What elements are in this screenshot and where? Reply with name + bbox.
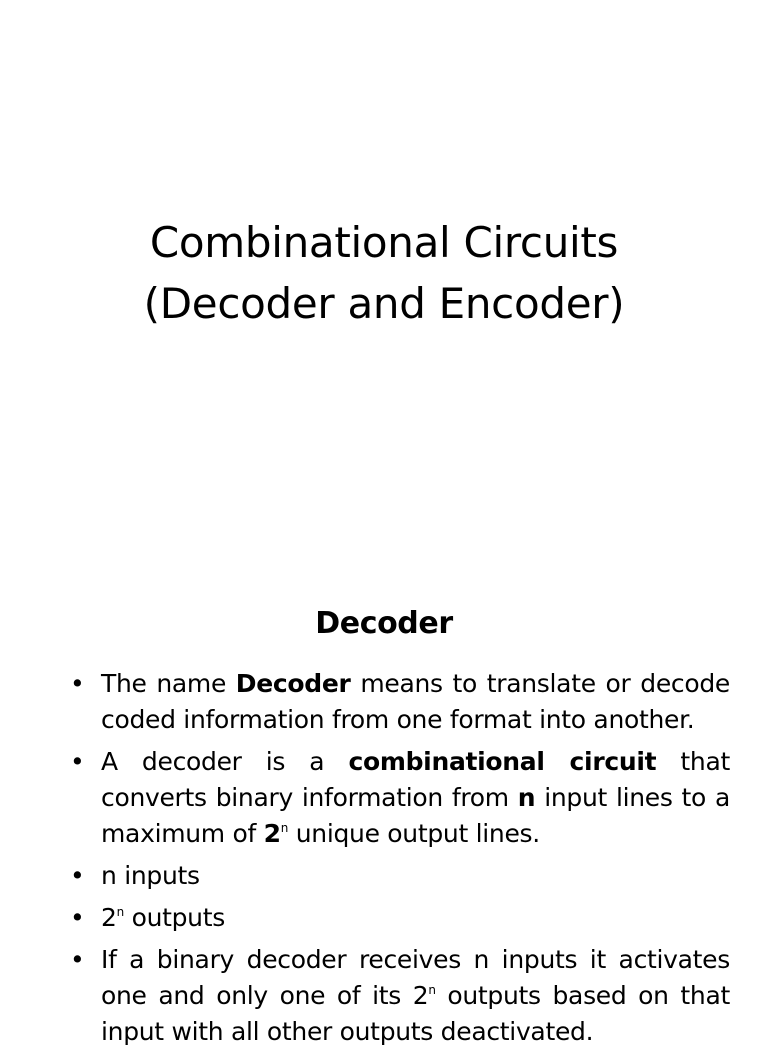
bullet-4-base: 2 [101, 903, 117, 932]
title-line-1: Combinational Circuits [149, 218, 619, 267]
bullet-dot-icon: • [70, 903, 85, 932]
bullet-2-bold-2: n [517, 783, 536, 812]
bullet-1-bold-1: Decoder [235, 669, 351, 698]
bullet-4-text: outputs [123, 903, 225, 932]
bullet-dot-icon: • [70, 861, 85, 890]
bullet-dot-icon: • [70, 747, 85, 776]
bullet-2-superscript: n [280, 821, 289, 835]
bullet-dot-icon: • [70, 945, 85, 974]
bullet-1-text-1: The name [101, 669, 236, 698]
bullet-5-text-2: outputs based on that input with all other outputs deactivated. [101, 981, 731, 1046]
title-line-2: (Decoder and Encoder) [143, 279, 625, 328]
bullet-2-text-4: unique output lines. [288, 819, 540, 848]
bullet-item-5 [70, 942, 730, 1050]
bullet-2-text-3: input lines to a maximum of [101, 783, 730, 848]
bullet-2-text-1: A decoder is a [101, 747, 349, 776]
bullet-item-1 [70, 666, 730, 738]
decoder-slide [0, 576, 768, 1046]
bullet-5-text-1: If a binary decoder receives n inputs it activates one and only one of its 2 [101, 945, 730, 1010]
bullet-1-text-2: means to translate or decode coded information from one format into another. [101, 669, 730, 734]
bullet-4-superscript: n [116, 905, 124, 919]
bullet-dot-icon: • [70, 669, 85, 698]
bullet-item-3 [70, 858, 730, 894]
bullet-3-text: n inputs [101, 861, 200, 890]
bullet-2-bold-3: 2 [263, 819, 281, 848]
bullet-2-bold-1: combinational circuit [348, 747, 657, 776]
bullet-5-superscript: n [428, 983, 436, 997]
bullet-list [70, 666, 730, 1056]
bullet-item-4 [70, 900, 730, 936]
bullet-item-2 [70, 744, 730, 852]
slide-title [0, 212, 768, 334]
slide-heading: Decoder [315, 606, 453, 641]
bullet-2-text-2: that converts binary information from [101, 747, 730, 812]
